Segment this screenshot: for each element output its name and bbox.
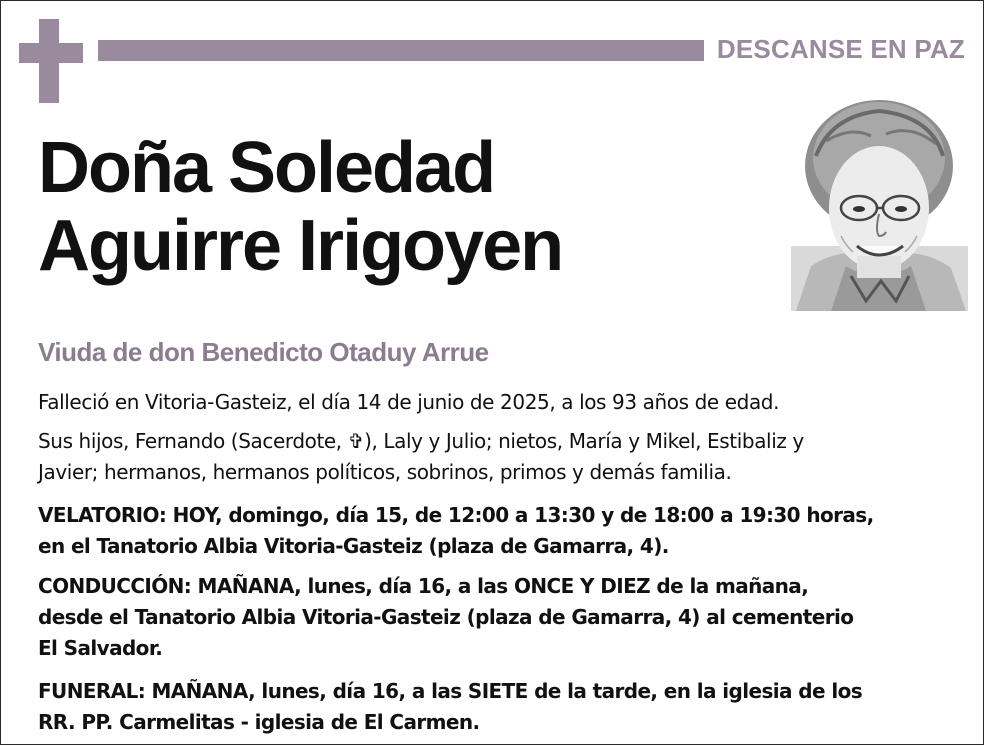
funeral-paragraph [38, 676, 963, 738]
header-divider-bar [98, 40, 704, 61]
funeral-line-2: RR. PP. Carmelitas - iglesia de El Carmen. [38, 710, 480, 734]
velatorio-line-1: VELATORIO: HOY, domingo, día 15, de 12:00 a 13:30 y de 18:00 a 19:30 horas, [38, 503, 874, 527]
family-paragraph [38, 426, 963, 488]
cross-icon [19, 19, 83, 103]
deceased-name-line2: Aguirre Irigoyen [38, 206, 563, 286]
conduccion-line-2: desde el Tanatorio Albia Vitoria-Gasteiz (plaza de Gamarra, 4) al cementerio [38, 605, 854, 629]
family-line-1: Sus hijos, Fernando (Sacerdote, ✞), Laly y Julio; nietos, María y Mikel, Estibaliz y [38, 429, 804, 453]
deceased-name [38, 129, 562, 285]
conduccion-line-1: CONDUCCIÓN: MAÑANA, lunes, día 16, a las ONCE Y DIEZ de la mañana, [38, 574, 809, 598]
velatorio-line-2: en el Tanatorio Albia Vitoria-Gasteiz (plaza de Gamarra, 4). [38, 534, 669, 558]
velatorio-paragraph [38, 500, 963, 562]
death-line: Falleció en Vitoria-Gasteiz, el día 14 de junio de 2025, a los 93 años de edad. [38, 390, 780, 414]
deceased-subtitle: Viuda de don Benedicto Otaduy Arrue [38, 337, 489, 367]
deceased-photo [791, 96, 968, 311]
conduccion-paragraph [38, 571, 963, 664]
family-line-2: Javier; hermanos, hermanos políticos, sobrinos, primos y demás familia. [38, 460, 732, 484]
deceased-name-line1: Doña Soledad [38, 128, 495, 208]
conduccion-line-3: El Salvador. [38, 636, 163, 660]
funeral-line-1: FUNERAL: MAÑANA, lunes, día 16, a las SIETE de la tarde, en la iglesia de los [38, 679, 863, 703]
death-announcement [38, 387, 963, 418]
rip-label: DESCANSE EN PAZ [716, 34, 965, 64]
